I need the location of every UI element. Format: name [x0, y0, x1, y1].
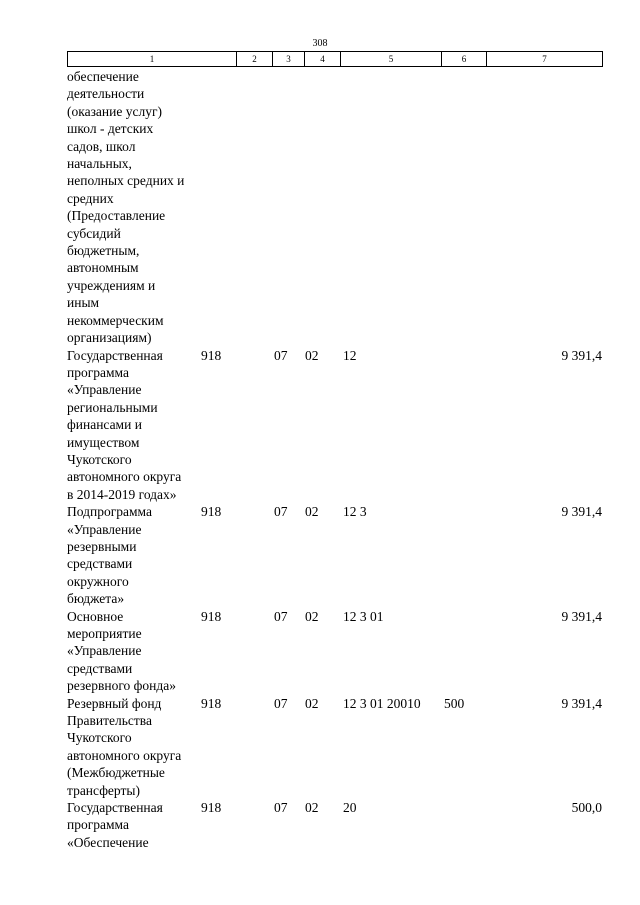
column-header-6: 6 [442, 52, 487, 67]
row-section: 07 [274, 800, 288, 816]
page-number: 308 [312, 38, 328, 49]
row-name: Подпрограмма «Управление резервными средствами окружного бюджета» [67, 504, 152, 607]
row-name: Резервный фонд Правительства Чукотского автономного округа (Межбюджетные трансферты) [67, 695, 182, 798]
row-subsection: 02 [305, 800, 319, 816]
row-name: Основное мероприятие «Управление средствами резервного фонда» [67, 608, 176, 694]
row-target-code: 12 [343, 347, 357, 363]
row-target-code: 20 [343, 800, 357, 816]
row-grbs: 918 [201, 695, 222, 711]
row-name: Государственная программа «Управление региональными финансами и имуществом Чукотского автономного округа в 2014-2019 годах» [67, 347, 182, 502]
column-header-1: 1 [68, 52, 237, 67]
row-grbs: 918 [201, 347, 222, 363]
row-amount: 9 391,4 [561, 695, 602, 711]
table-row [0, 695, 640, 799]
row-amount: 9 391,4 [561, 504, 602, 520]
row-subsection: 02 [305, 347, 319, 363]
row-amount: 9 391,4 [561, 608, 602, 624]
column-header-5: 5 [341, 52, 442, 67]
row-expense-type: 500 [444, 695, 465, 711]
table-row [0, 347, 640, 504]
column-header-table [67, 51, 603, 67]
column-header-4: 4 [305, 52, 341, 67]
row-subsection: 02 [305, 504, 319, 520]
row-target-code: 12 3 01 [343, 608, 384, 624]
row-grbs: 918 [201, 608, 222, 624]
row-target-code: 12 3 [343, 504, 367, 520]
row-amount: 9 391,4 [561, 347, 602, 363]
row-section: 07 [274, 695, 288, 711]
row-target-code: 12 3 01 20010 [343, 695, 421, 711]
row-section: 07 [274, 608, 288, 624]
budget-table-body [0, 68, 640, 851]
row-amount: 500,0 [571, 800, 602, 816]
row-subsection: 02 [305, 695, 319, 711]
column-header-3: 3 [273, 52, 305, 67]
table-row [0, 799, 640, 851]
row-grbs: 918 [201, 504, 222, 520]
table-row [0, 608, 640, 695]
column-header-row [68, 52, 603, 67]
column-header-2: 2 [237, 52, 273, 67]
row-name: Государственная программа «Обеспечение [67, 800, 163, 850]
row-subsection: 02 [305, 608, 319, 624]
table-row [0, 68, 640, 347]
row-grbs: 918 [201, 800, 222, 816]
row-section: 07 [274, 347, 288, 363]
row-section: 07 [274, 504, 288, 520]
column-header-7: 7 [487, 52, 603, 67]
row-name: обеспечение деятельности (оказание услуг) школ - детских садов, школ начальных, неполных средних и средних (Предоставление субсидий бюджетным, автономным учреждениям и иным некоммерческим организациям) [67, 69, 185, 346]
table-row [0, 503, 640, 607]
